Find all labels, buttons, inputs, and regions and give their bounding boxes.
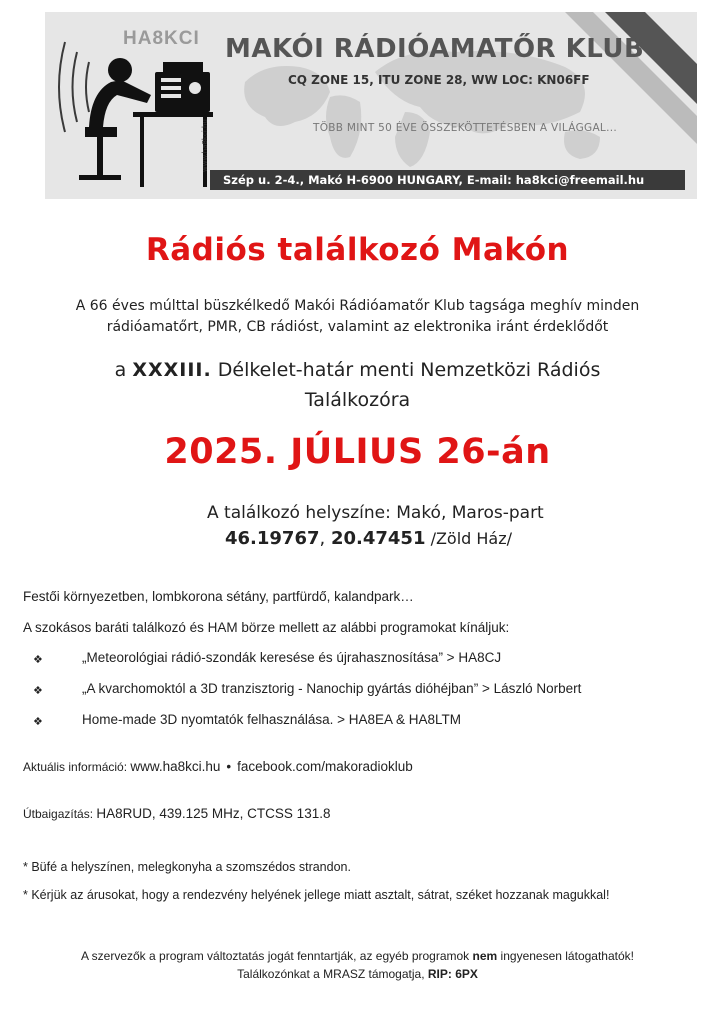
program-intro: A szokásos baráti találkozó és HAM börze mellett az alábbi programokat kínáljuk: bbox=[23, 620, 510, 635]
zone-info: CQ ZONE 15, ITU ZONE 28, WW LOC: KN06FF bbox=[288, 73, 590, 87]
info-line bbox=[23, 759, 413, 774]
program-item: Home-made 3D nyomtatók felhasználása. > HA8EA & HA8LTM bbox=[82, 712, 462, 727]
website-link[interactable]: www.ha8kci.hu bbox=[130, 759, 221, 774]
event-title: Rádiós találkozó Makón bbox=[145, 232, 570, 268]
footer-support-text: Találkozónkat a MRASZ támogatja, bbox=[237, 967, 428, 981]
invitation-line-2: rádióamatőrt, PMR, CB rádióst, valamint az elektronika iránt érdeklődőt bbox=[106, 319, 609, 335]
bullet-icon: ❖ bbox=[33, 653, 43, 666]
event-name-rest: Délkelet-határ menti Nemzetközi Rádiós bbox=[211, 359, 601, 381]
bullet-icon: ❖ bbox=[33, 715, 43, 728]
event-name-line-2: Találkozóra bbox=[304, 389, 411, 411]
program-item: „A kvarchomoktól a 3D tranzisztorig - Nanochip gyártás dióhéjban” > László Norbert bbox=[82, 681, 582, 696]
coordinate-separator: , bbox=[319, 528, 331, 549]
route-value: HA8RUD, 439.125 MHz, CTCSS 131.8 bbox=[96, 806, 331, 821]
program-item: „Meteorológiai rádió-szondák keresése és újrahasznosítása” > HA8CJ bbox=[82, 650, 502, 665]
event-date: 2025. JÚLIUS 26-án bbox=[164, 432, 551, 472]
header-banner bbox=[45, 12, 697, 199]
event-name-prefix: a bbox=[114, 359, 133, 381]
event-name-line-1 bbox=[0, 355, 715, 385]
event-name bbox=[0, 355, 715, 415]
event-edition: XXXIII. bbox=[132, 359, 212, 381]
venue-place: /Zöld Ház/ bbox=[425, 529, 513, 548]
banner-website: www.ha8kci.hu bbox=[201, 119, 209, 172]
motto: TÖBB MINT 50 ÉVE ÖSSZEKÖTTETÉSBEN A VILÁGGAL... bbox=[313, 122, 617, 134]
latitude: 46.19767 bbox=[225, 528, 320, 549]
club-name: MAKÓI RÁDIÓAMATŐR KLUB bbox=[225, 34, 645, 64]
gps-coordinates bbox=[225, 528, 512, 549]
features-text: Festői környezetben, lombkorona sétány, partfürdő, kalandpark… bbox=[23, 589, 414, 604]
radio-operator-image bbox=[79, 58, 213, 187]
route-line bbox=[23, 806, 330, 821]
club-address: Szép u. 2-4., Makó H-6900 HUNGARY, E-mail: ha8kci@freemail.hu bbox=[223, 173, 645, 187]
note-buffet: * Büfé a helyszínen, melegkonyha a szomszédos strandon. bbox=[23, 860, 351, 874]
longitude: 20.47451 bbox=[330, 528, 426, 549]
footer-text-2: ingyenesen látogathatók! bbox=[497, 949, 634, 963]
radio-waves-image bbox=[59, 42, 89, 132]
invitation-text bbox=[0, 296, 715, 338]
note-vendors: * Kérjük az árusokat, hogy a rendezvény helyének jellege miatt asztalt, sátrat, széket hozzanak magukkal! bbox=[23, 888, 610, 902]
footer-disclaimer bbox=[0, 949, 715, 963]
callsign: HA8KCI bbox=[123, 28, 200, 49]
footer-emphasis: nem bbox=[472, 949, 498, 963]
facebook-link[interactable]: facebook.com/makoradioklub bbox=[237, 759, 413, 774]
event-venue: A találkozó helyszíne: Makó, Maros-part bbox=[207, 503, 544, 523]
bullet-icon: ❖ bbox=[33, 684, 43, 697]
footer-support bbox=[0, 967, 715, 981]
info-label: Aktuális információ: bbox=[23, 760, 131, 774]
footer-text-1: A szervezők a program változtatás jogát fenntartják, az egyéb programok bbox=[80, 949, 473, 963]
world-map-image bbox=[244, 51, 600, 167]
route-label: Útbaigazítás: bbox=[23, 807, 97, 821]
invitation-line-1: A 66 éves múlttal büszkélkedő Makói Rádióamatőr Klub tagsága meghív minden bbox=[75, 298, 640, 314]
footer-rip: RIP: 6PX bbox=[427, 967, 478, 981]
separator-dot: • bbox=[226, 759, 232, 774]
